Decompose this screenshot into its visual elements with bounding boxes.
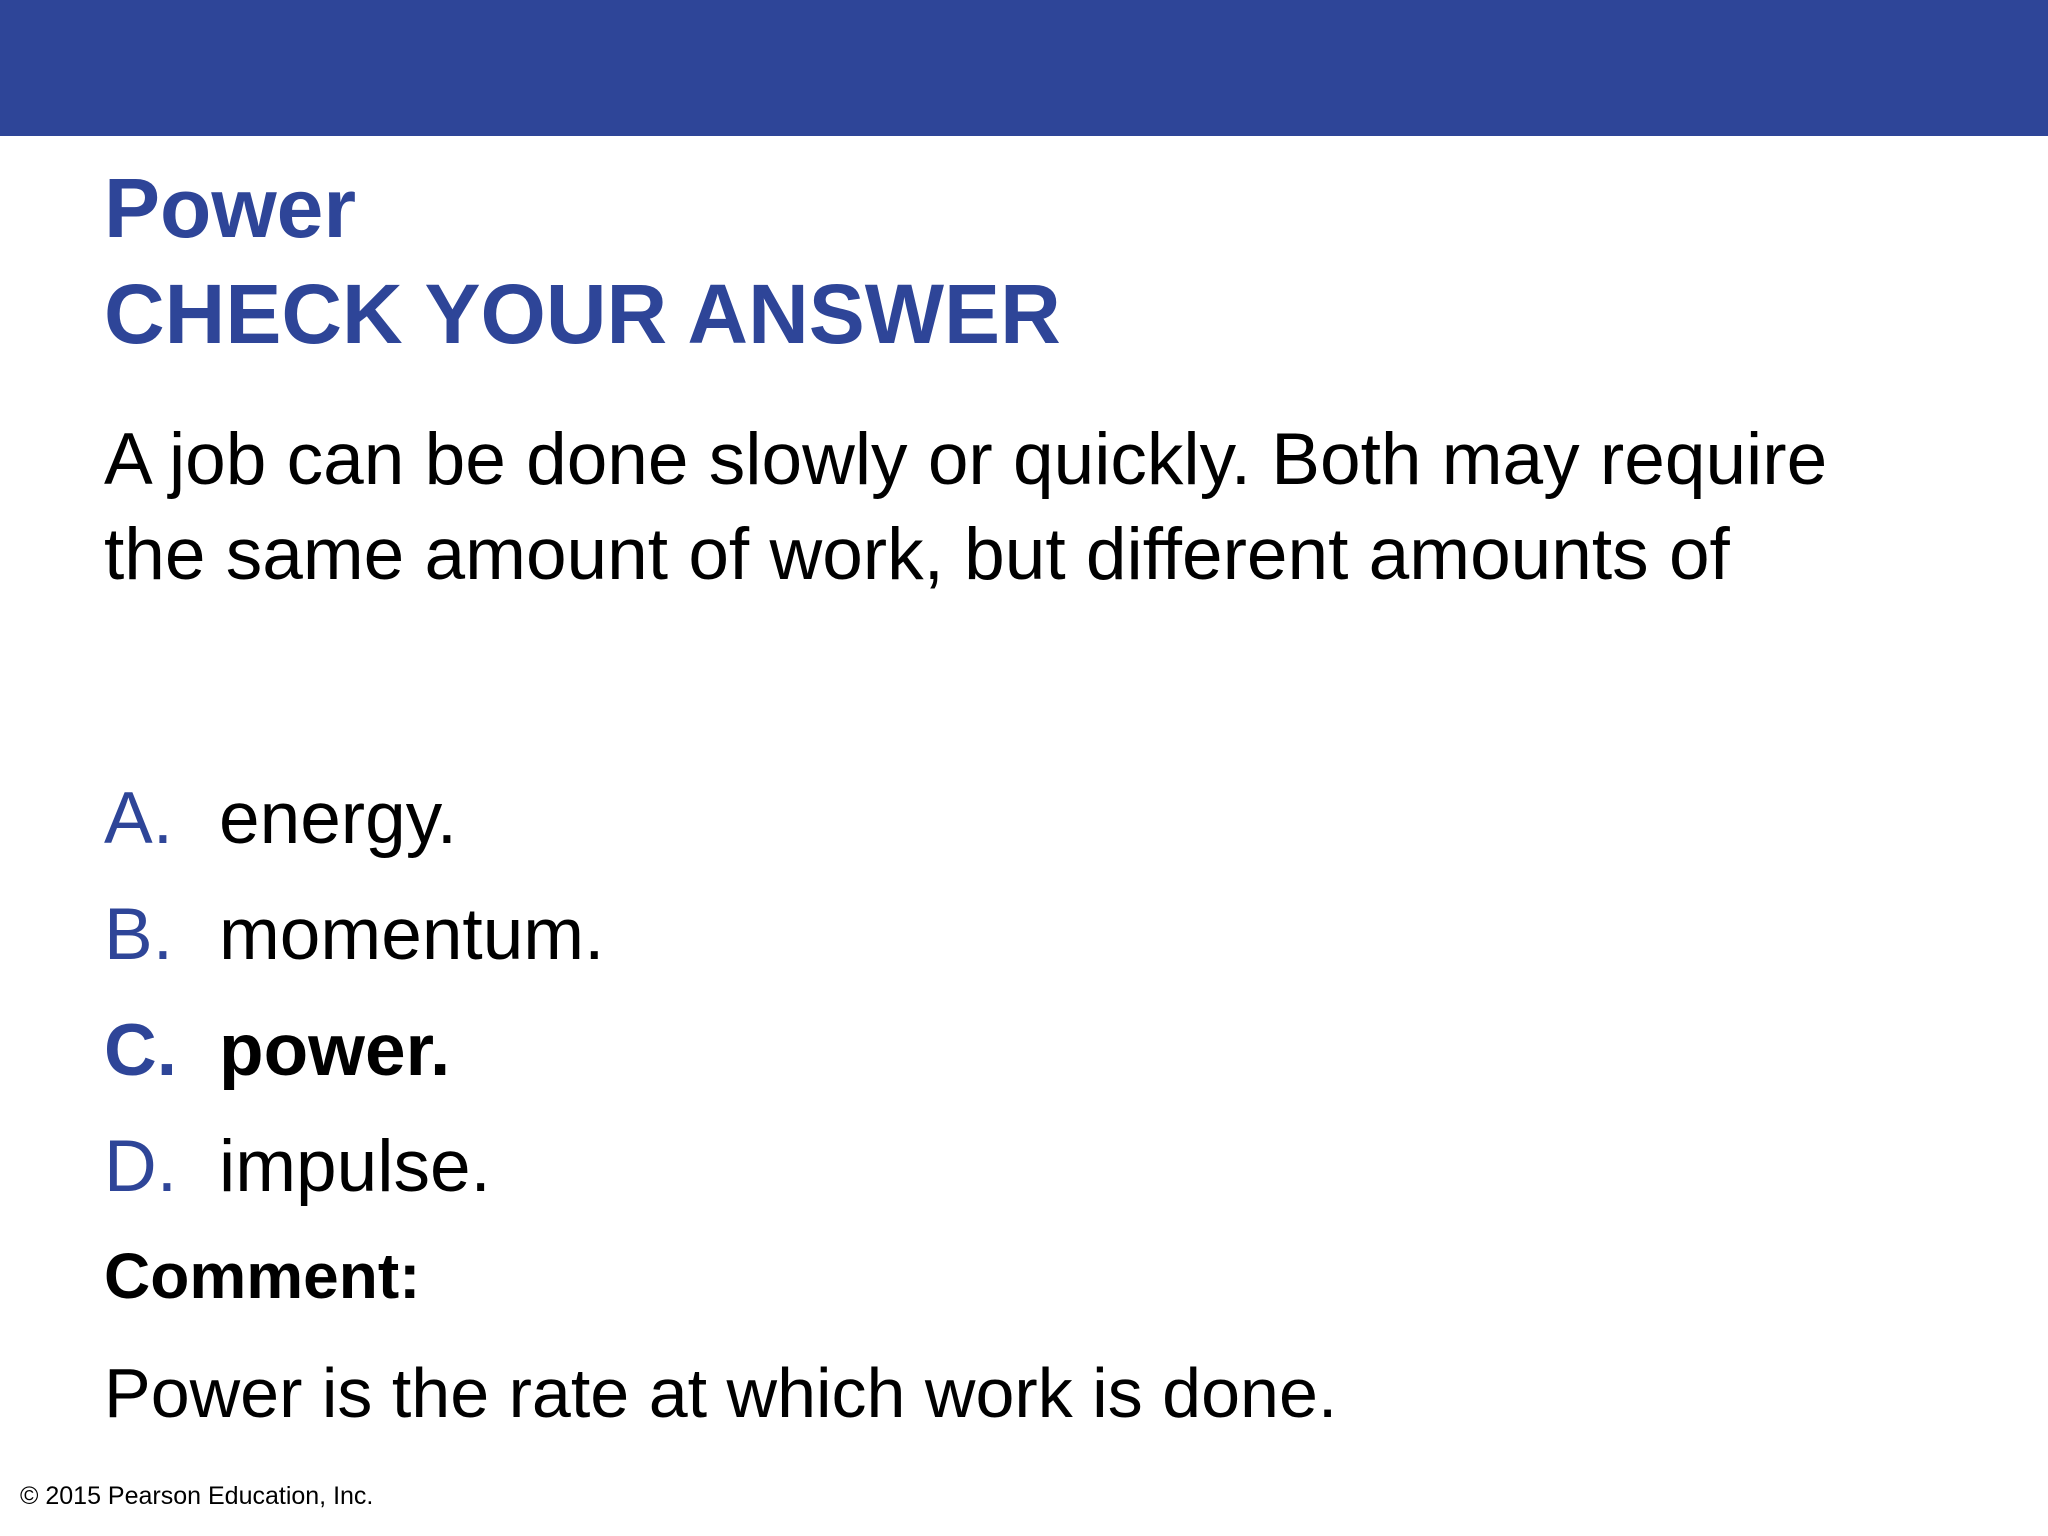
option-c-correct <box>104 992 604 1108</box>
header-bar <box>0 0 2048 136</box>
option-letter: C. <box>104 1009 177 1091</box>
comment-label: Comment: <box>104 1240 421 1312</box>
option-letter: A. <box>104 777 173 859</box>
slide-subtitle: CHECK YOUR ANSWER <box>104 267 1061 361</box>
option-a <box>104 760 604 876</box>
option-letter: B. <box>104 893 173 975</box>
copyright-notice: © 2015 Pearson Education, Inc. <box>20 1482 374 1510</box>
option-b <box>104 876 604 992</box>
comment-text: Power is the rate at which work is done. <box>104 1354 1338 1432</box>
option-text: momentum. <box>219 893 605 975</box>
answer-options <box>104 760 604 1224</box>
option-text: energy. <box>219 777 458 859</box>
option-text: impulse. <box>219 1125 491 1207</box>
question-text: A job can be done slowly or quickly. Both may require the same amount of work, but different amounts of <box>104 419 1828 595</box>
option-letter: D. <box>104 1125 177 1207</box>
option-d <box>104 1108 604 1224</box>
slide-title: Power <box>104 161 357 255</box>
option-text: power. <box>219 1009 451 1091</box>
